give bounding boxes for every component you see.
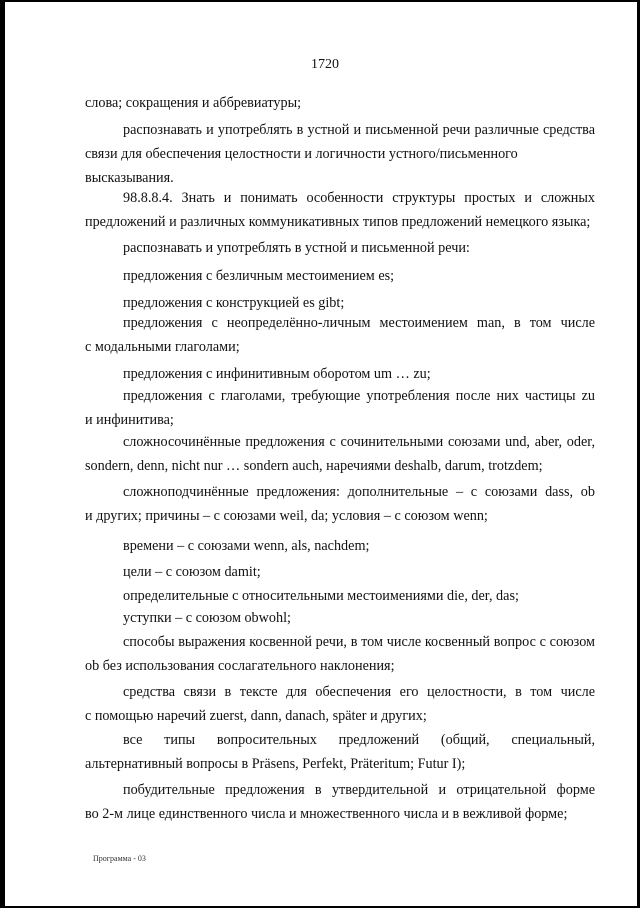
paragraph bbox=[85, 534, 595, 558]
paragraph-first-line: предложения с неопределённо-личным местоимением man, в том числе bbox=[123, 315, 595, 331]
page-number: 1720 bbox=[311, 57, 339, 72]
paragraph-continuation: и других; причины – с союзами weil, da; условия – с союзом wenn; bbox=[85, 508, 488, 524]
paragraph bbox=[85, 560, 595, 584]
paragraph-first-line: уступки – с союзом obwohl; bbox=[123, 610, 291, 626]
paragraph bbox=[85, 728, 595, 776]
paragraph bbox=[85, 430, 595, 478]
paragraph bbox=[85, 630, 595, 678]
paragraph-first-line: 98.8.8.4. Знать и понимать особенности структуры простых и сложных bbox=[123, 190, 595, 206]
paragraph-first-line: сложноподчинённые предложения: дополнительные – с союзами dass, ob bbox=[123, 484, 595, 500]
paragraph-first-line: все типы вопросительных предложений (общий, специальный, bbox=[123, 732, 595, 748]
paragraph bbox=[85, 186, 595, 234]
paragraph-first-line: способы выражения косвенной речи, в том числе косвенный вопрос с союзом bbox=[123, 634, 595, 650]
paragraph bbox=[85, 236, 595, 260]
paragraph-continuation: связи для обеспечения целостности и логичности устного/письменного высказывания. bbox=[85, 146, 518, 186]
paragraph-continuation: предложений и различных коммуникативных типов предложений немецкого языка; bbox=[85, 214, 591, 230]
paragraph bbox=[85, 362, 595, 386]
paragraph-continuation: с помощью наречий zuerst, dann, danach, später и других; bbox=[85, 708, 427, 724]
paragraph bbox=[85, 311, 595, 359]
paragraph bbox=[85, 680, 595, 728]
paragraph-first-line: средства связи в тексте для обеспечения его целостности, в том числе bbox=[123, 684, 595, 700]
paragraph bbox=[85, 778, 595, 826]
paragraph-first-line: времени – с союзами wenn, als, nachdem; bbox=[123, 538, 370, 554]
paragraph-first-line: слова; сокращения и аббревиатуры; bbox=[85, 95, 302, 111]
paragraph bbox=[85, 384, 595, 432]
paragraph-first-line: предложения с инфинитивным оборотом um … zu; bbox=[123, 366, 431, 382]
paragraph-first-line: предложения с безличным местоимением es; bbox=[123, 268, 395, 284]
paragraph-first-line: побудительные предложения в утвердительной и отрицательной форме bbox=[123, 782, 595, 798]
paragraph bbox=[85, 118, 595, 190]
paragraph-first-line: распознавать и употреблять в устной и письменной речи: bbox=[123, 240, 470, 256]
paragraph-first-line: предложения с конструкцией es gibt; bbox=[123, 295, 345, 311]
paragraph-continuation: с модальными глаголами; bbox=[85, 339, 240, 355]
paragraph-first-line: определительные с относительными местоимениями die, der, das; bbox=[123, 588, 519, 604]
paragraph-first-line: распознавать и употреблять в устной и письменной речи различные средства bbox=[123, 122, 595, 138]
paragraph-continuation: альтернативный вопросы в Präsens, Perfekt, Präteritum; Futur I); bbox=[85, 756, 466, 772]
paragraph-continuation: ob без использования сослагательного наклонения; bbox=[85, 658, 395, 674]
paragraph-first-line: цели – с союзом damit; bbox=[123, 564, 261, 580]
paragraph-continuation: sondern, denn, nicht nur … sondern auch, наречиями deshalb, darum, trotzdem; bbox=[85, 458, 543, 474]
paragraph bbox=[85, 91, 595, 115]
paragraph-first-line: предложения с глаголами, требующие употребления после них частицы zu bbox=[123, 388, 595, 404]
paragraph bbox=[85, 264, 595, 288]
paragraph-continuation: во 2-м лице единственного числа и множественного числа и в вежливой форме; bbox=[85, 806, 568, 822]
paragraph bbox=[85, 584, 595, 608]
paragraph bbox=[85, 480, 595, 528]
paragraph-continuation: и инфинитива; bbox=[85, 412, 174, 428]
footer-label: Программа - 03 bbox=[93, 854, 146, 863]
paragraph bbox=[85, 606, 595, 630]
paragraph-first-line: сложносочинённые предложения с сочинительными союзами und, aber, oder, bbox=[123, 434, 595, 450]
